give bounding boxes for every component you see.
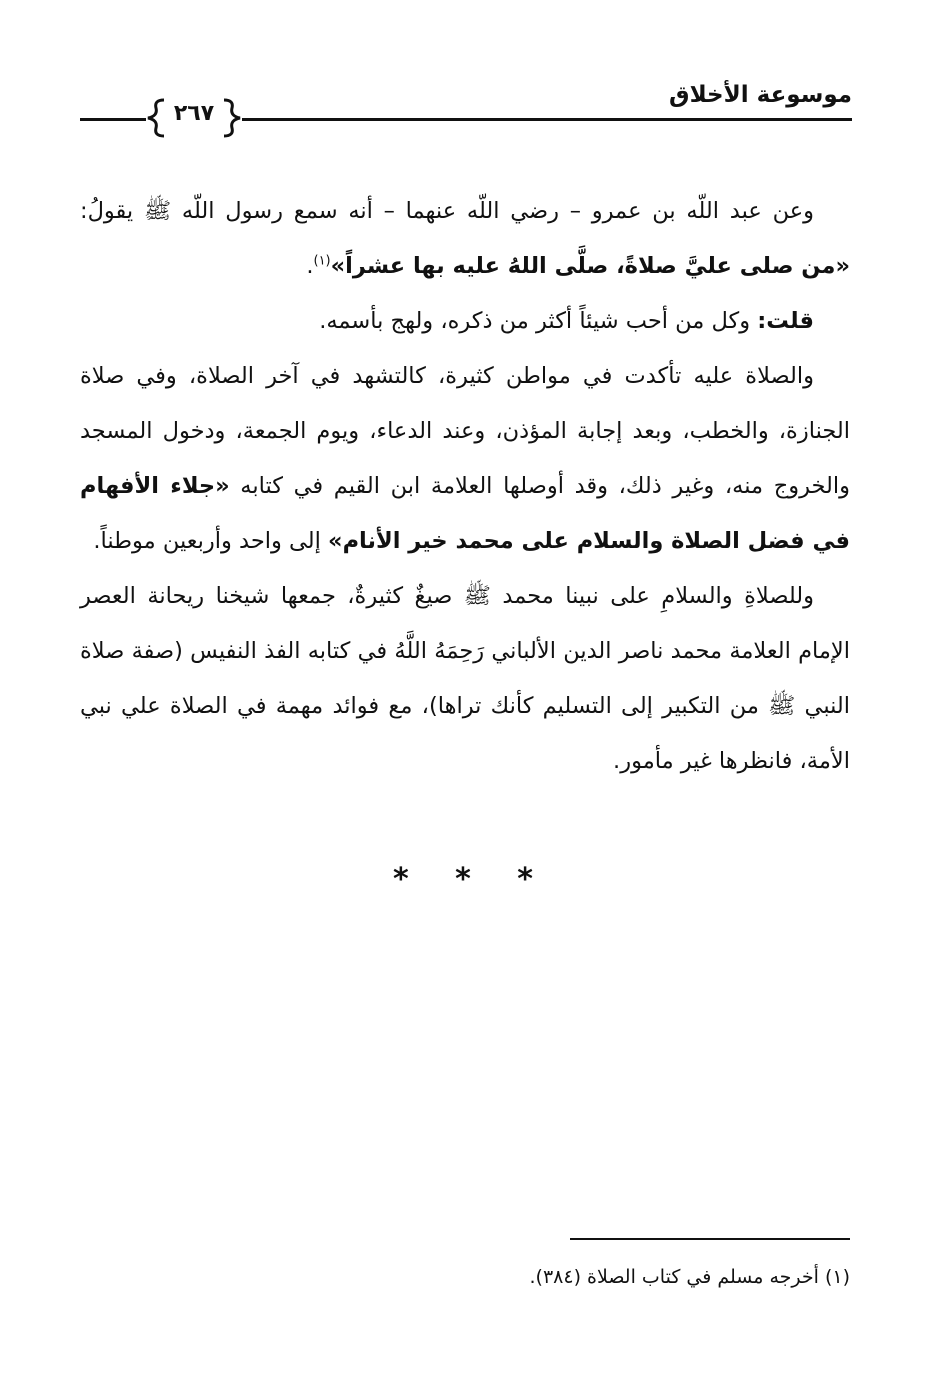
hadith-intro: وعن عبد اللّه بن عمرو – رضي اللّه عنهما – أنه سمع رسول اللّه ﷺ يقولُ:	[80, 198, 814, 224]
page-header	[80, 78, 852, 128]
header-rule-left	[80, 118, 146, 121]
main-text	[80, 184, 850, 789]
hadith-end: .	[306, 253, 314, 279]
page-number-frame	[146, 96, 242, 140]
occasions-text: والصلاة عليه تأكدت في مواطن كثيرة، كالتشهد في آخر الصلاة، وفي صلاة الجنازة، والخطب، وبعد إجابة المؤذن، وعند الدعاء، ويوم الجمعة، ودخول المسجد والخروج منه، وغير ذلك، وقد أوصلها العلامة ابن القيم في كتابه	[80, 363, 850, 499]
note-text: وكل من أحب شيئاً أكثر من ذكره، ولهج بأسمه.	[319, 308, 758, 334]
footnote-ref: (١)	[313, 253, 331, 269]
paragraph-forms	[80, 569, 850, 789]
page-number: ٢٦٧	[173, 101, 215, 126]
header-rule-right	[242, 118, 852, 121]
paragraph-hadith	[80, 184, 850, 294]
book-reference: «جلاء الأفهام في فضل الصلاة والسلام على محمد خير الأنام»	[80, 473, 850, 554]
occasions-end: إلى واحد وأربعين موطناً.	[93, 528, 329, 554]
section-separator: * * *	[393, 862, 551, 897]
note-label: قلت:	[757, 308, 814, 334]
footnote: (١) أخرجه مسلم في كتاب الصلاة (٣٨٤).	[529, 1266, 850, 1288]
footnote-rule	[570, 1238, 850, 1240]
hadith-quote: «من صلى عليَّ صلاةً، صلَّى اللهُ عليه بها عشراً»	[330, 253, 850, 279]
paragraph-occasions	[80, 349, 850, 569]
forms-text: وللصلاةِ والسلامِ على نبينا محمد ﷺ صيغٌ كثيرةٌ، جمعها شيخنا ريحانة العصر الإمام العلامة محمد ناصر الدين الألباني رَحِمَهُ اللَّهُ في كتابه الفذ النفيس (صفة صلاة النبي ﷺ من التكبير إلى التسليم كأنك تراها)، مع فوائد مهمة في الصلاة علي نبي الأمة، فانظرها غير مأمور.	[80, 583, 850, 774]
paragraph-note	[80, 294, 850, 349]
book-title: موسوعة الأخلاق	[669, 82, 852, 108]
